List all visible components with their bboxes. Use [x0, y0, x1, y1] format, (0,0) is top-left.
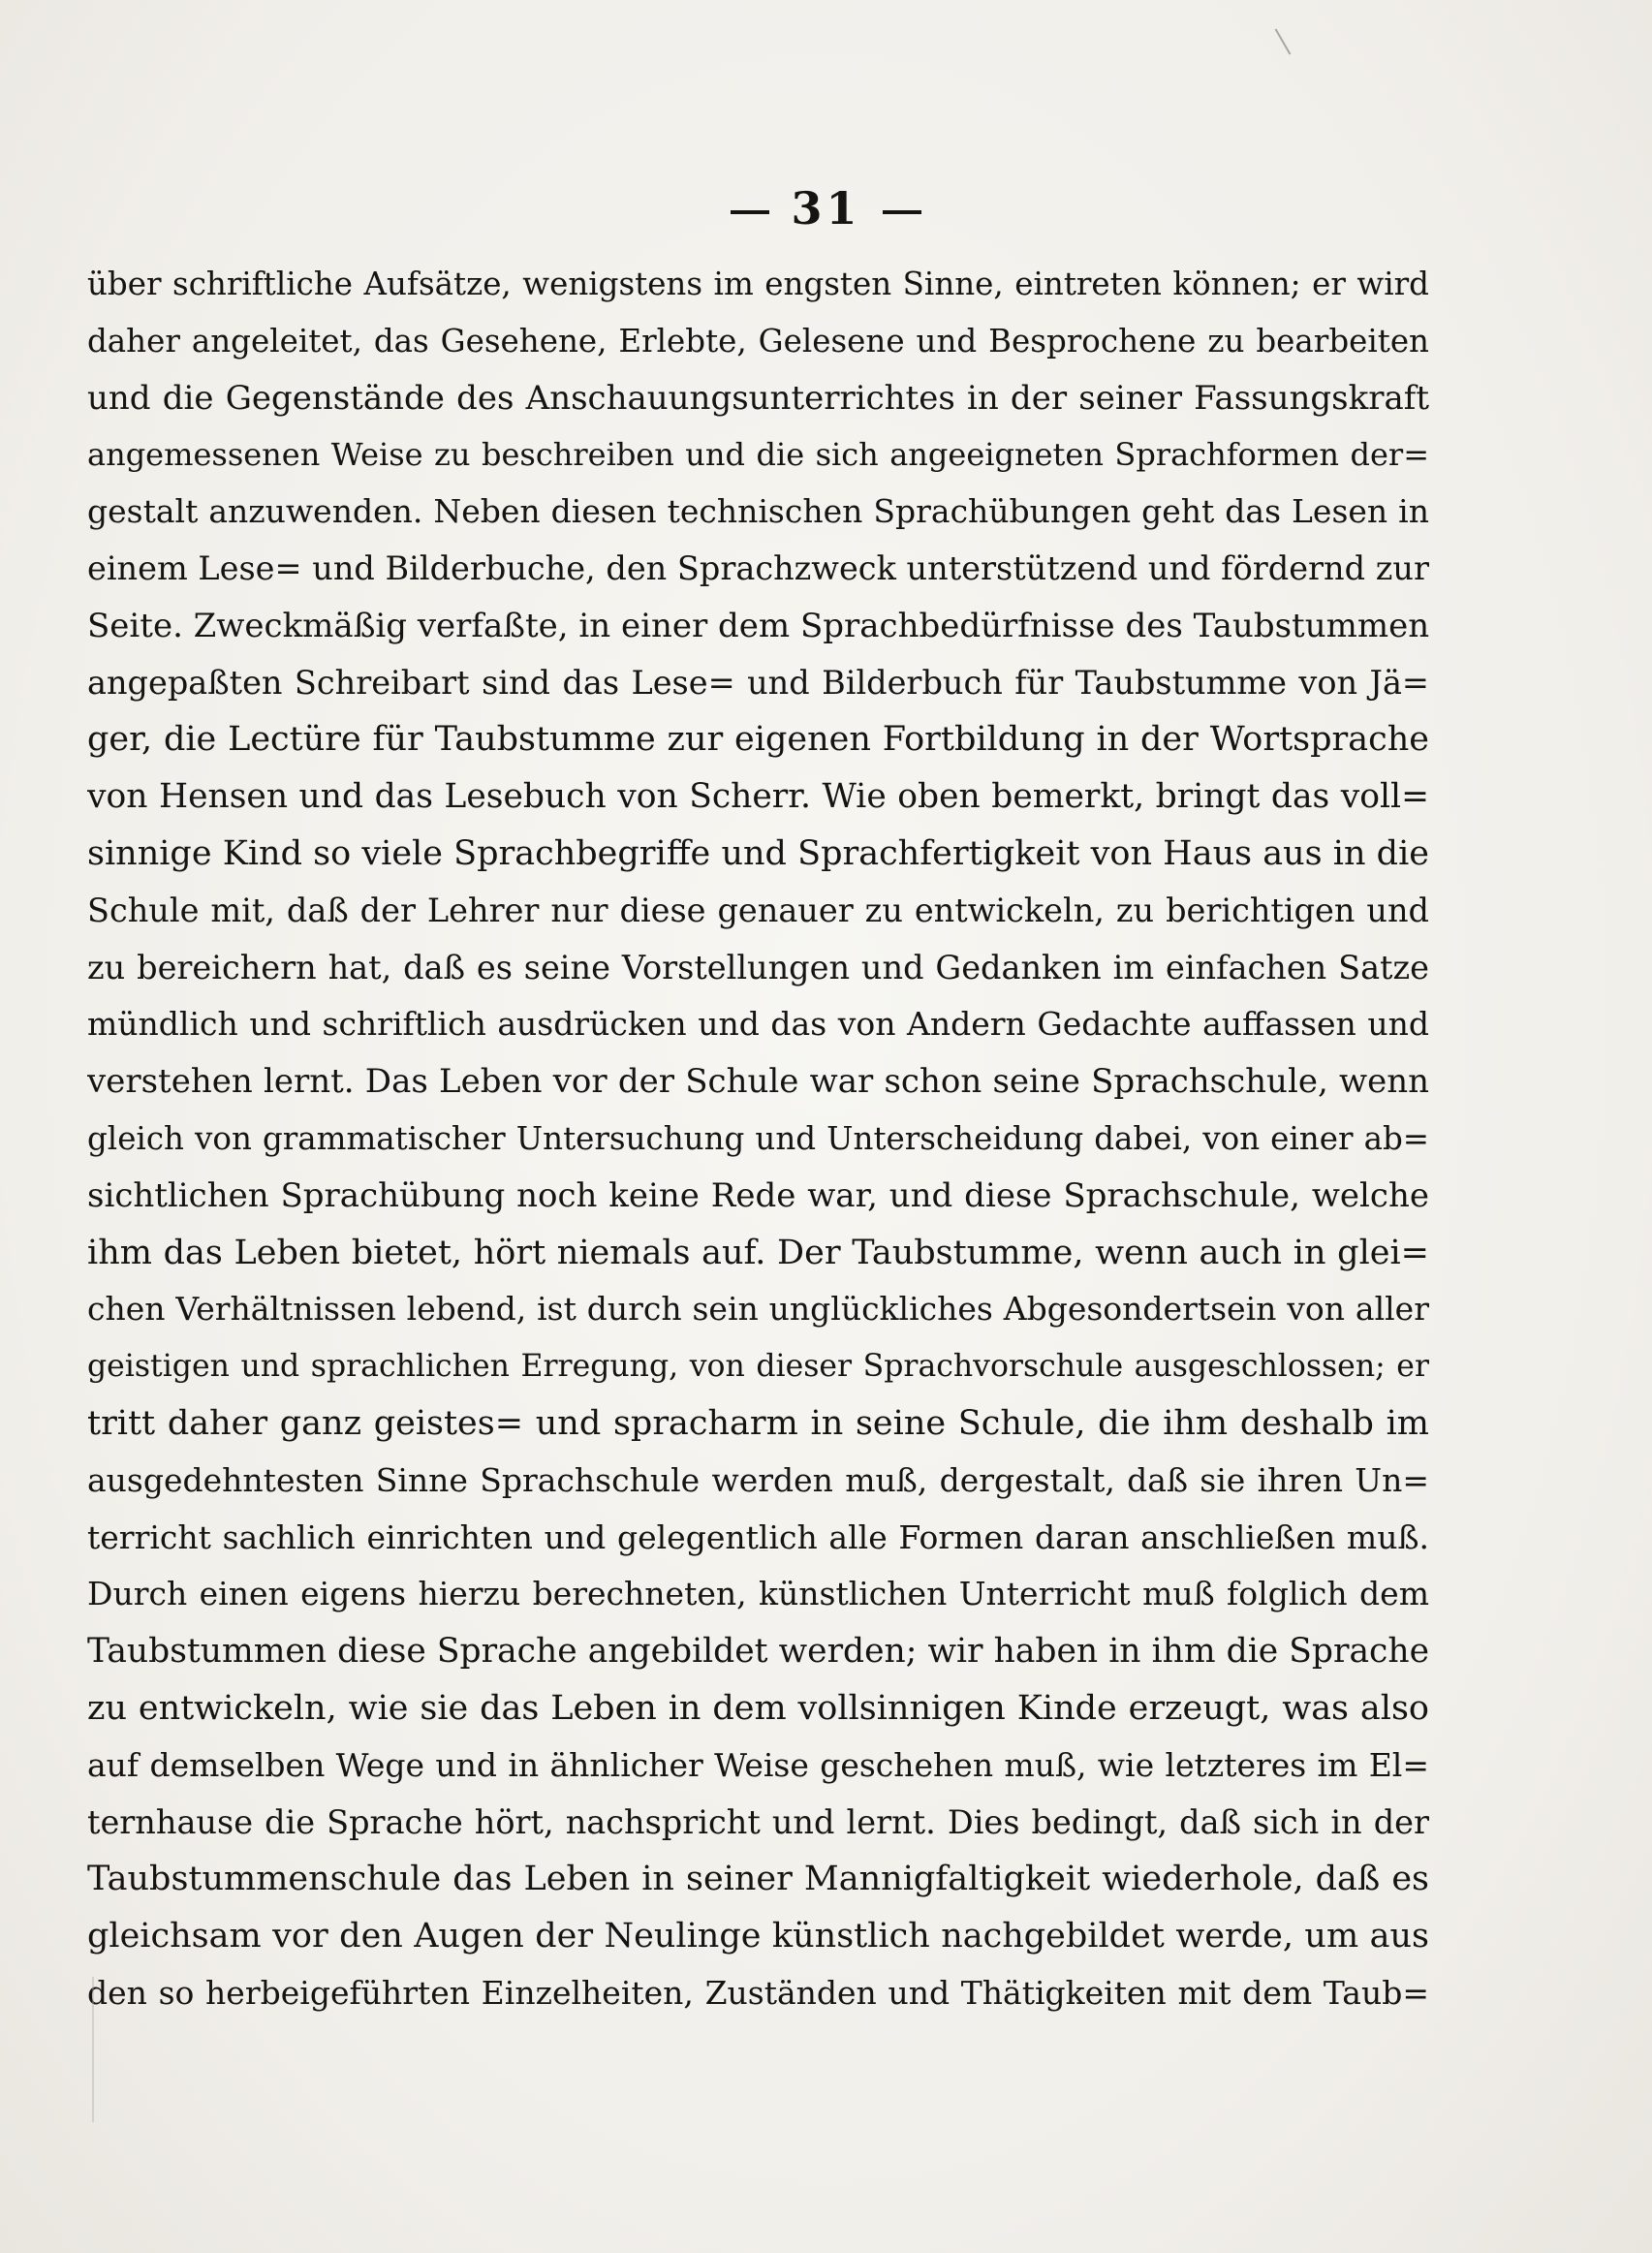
text-line: Taubstummen diese Sprache angebildet werden; wir haben in ihm die Sprache: [87, 1632, 1429, 1672]
text-line: verstehen lernt. Das Leben vor der Schule war schon seine Sprachschule, wenn: [87, 1062, 1429, 1102]
text-line: tritt daher ganz geistes= und spracharm in seine Schule, die ihm deshalb im: [87, 1403, 1429, 1443]
text-line: Taubstummenschule das Leben in seiner Mannigfaltigkeit wiederhole, daß es: [87, 1860, 1429, 1899]
text-line: mündlich und schriftlich ausdrücken und das von Andern Gedachte auffassen und: [87, 1005, 1429, 1044]
scan-mark: [1275, 29, 1292, 55]
text-line: chen Verhältnissen lebend, ist durch sein unglückliches Abgesondertsein von aller: [87, 1290, 1429, 1329]
header-dash-right: [883, 210, 921, 214]
body-text: [87, 256, 1429, 2022]
text-line: den so herbeigeführten Einzelheiten, Zuständen und Thätigkeiten mit dem Taub=: [87, 1973, 1429, 2012]
text-line: angemessenen Weise zu beschreiben und die sich angeeigneten Sprachformen der=: [87, 436, 1429, 474]
page-header: [0, 182, 1652, 235]
text-line: Schule mit, daß der Lehrer nur diese genauer zu entwickeln, zu berichtigen und: [87, 891, 1429, 929]
text-line: zu bereichern hat, daß es seine Vorstellungen und Gedanken im einfachen Satze: [87, 948, 1429, 986]
text-line: angepaßten Schreibart sind das Lese= und Bilderbuch für Taubstumme von Jä=: [87, 663, 1429, 702]
text-line: sinnige Kind so viele Sprachbegriffe und Sprachfertigkeit von Haus aus in die: [87, 833, 1429, 873]
text-line: von Hensen und das Lesebuch von Scherr. Wie oben bemerkt, bringt das voll=: [87, 777, 1429, 817]
text-line: ger, die Lectüre für Taubstumme zur eigenen Fortbildung in der Wortsprache: [87, 720, 1429, 760]
text-line: auf demselben Wege und in ähnlicher Weise geschehen muß, wie letzteres im El=: [87, 1745, 1429, 1784]
text-line: gestalt anzuwenden. Neben diesen technischen Sprachübungen geht das Lesen in: [87, 492, 1429, 531]
text-line: sichtlichen Sprachübung noch keine Rede war, und diese Sprachschule, welche: [87, 1175, 1429, 1215]
text-line: daher angeleitet, das Gesehene, Erlebte, Gelesene und Besprochene zu bearbeiten: [87, 322, 1429, 360]
header-dash-left: [731, 210, 769, 214]
text-line: gleichsam vor den Augen der Neulinge künstlich nachgebildet werde, um aus: [87, 1917, 1429, 1956]
text-line: über schriftliche Aufsätze, wenigstens im engsten Sinne, eintreten können; er wird: [87, 266, 1429, 302]
text-line: und die Gegenstände des Anschauungsunterrichtes in der seiner Fassungskraft: [87, 378, 1429, 418]
text-line: Durch einen eigens hierzu berechneten, künstlichen Unterricht muß folglich dem: [87, 1575, 1429, 1613]
text-line: Seite. Zweckmäßig verfaßte, in einer dem Sprachbedürfnisse des Taubstummen: [87, 606, 1429, 645]
page-number: 31: [791, 182, 861, 235]
text-line: geistigen und sprachlichen Erregung, von dieser Sprachvorschule ausgeschlossen; er: [87, 1349, 1429, 1385]
margin-mark: [92, 1977, 94, 2122]
text-line: ihm das Leben bietet, hört niemals auf. Der Taubstumme, wenn auch in glei=: [87, 1233, 1429, 1272]
text-line: zu entwickeln, wie sie das Leben in dem vollsinnigen Kinde erzeugt, was also: [87, 1688, 1429, 1728]
text-line: gleich von grammatischer Untersuchung und Unterscheidung dabei, von einer ab=: [87, 1119, 1429, 1157]
text-line: ternhause die Sprache hört, nachspricht und lernt. Dies bedingt, daß sich in der: [87, 1802, 1429, 1841]
text-line: einem Lese= und Bilderbuche, den Sprachzweck unterstützend und fördernd zur: [87, 548, 1429, 587]
text-line: ausgedehntesten Sinne Sprachschule werden muß, dergestalt, daß sie ihren Un=: [87, 1460, 1429, 1499]
text-line: terricht sachlich einrichten und gelegentlich alle Formen daran anschließen muß.: [87, 1518, 1429, 1556]
